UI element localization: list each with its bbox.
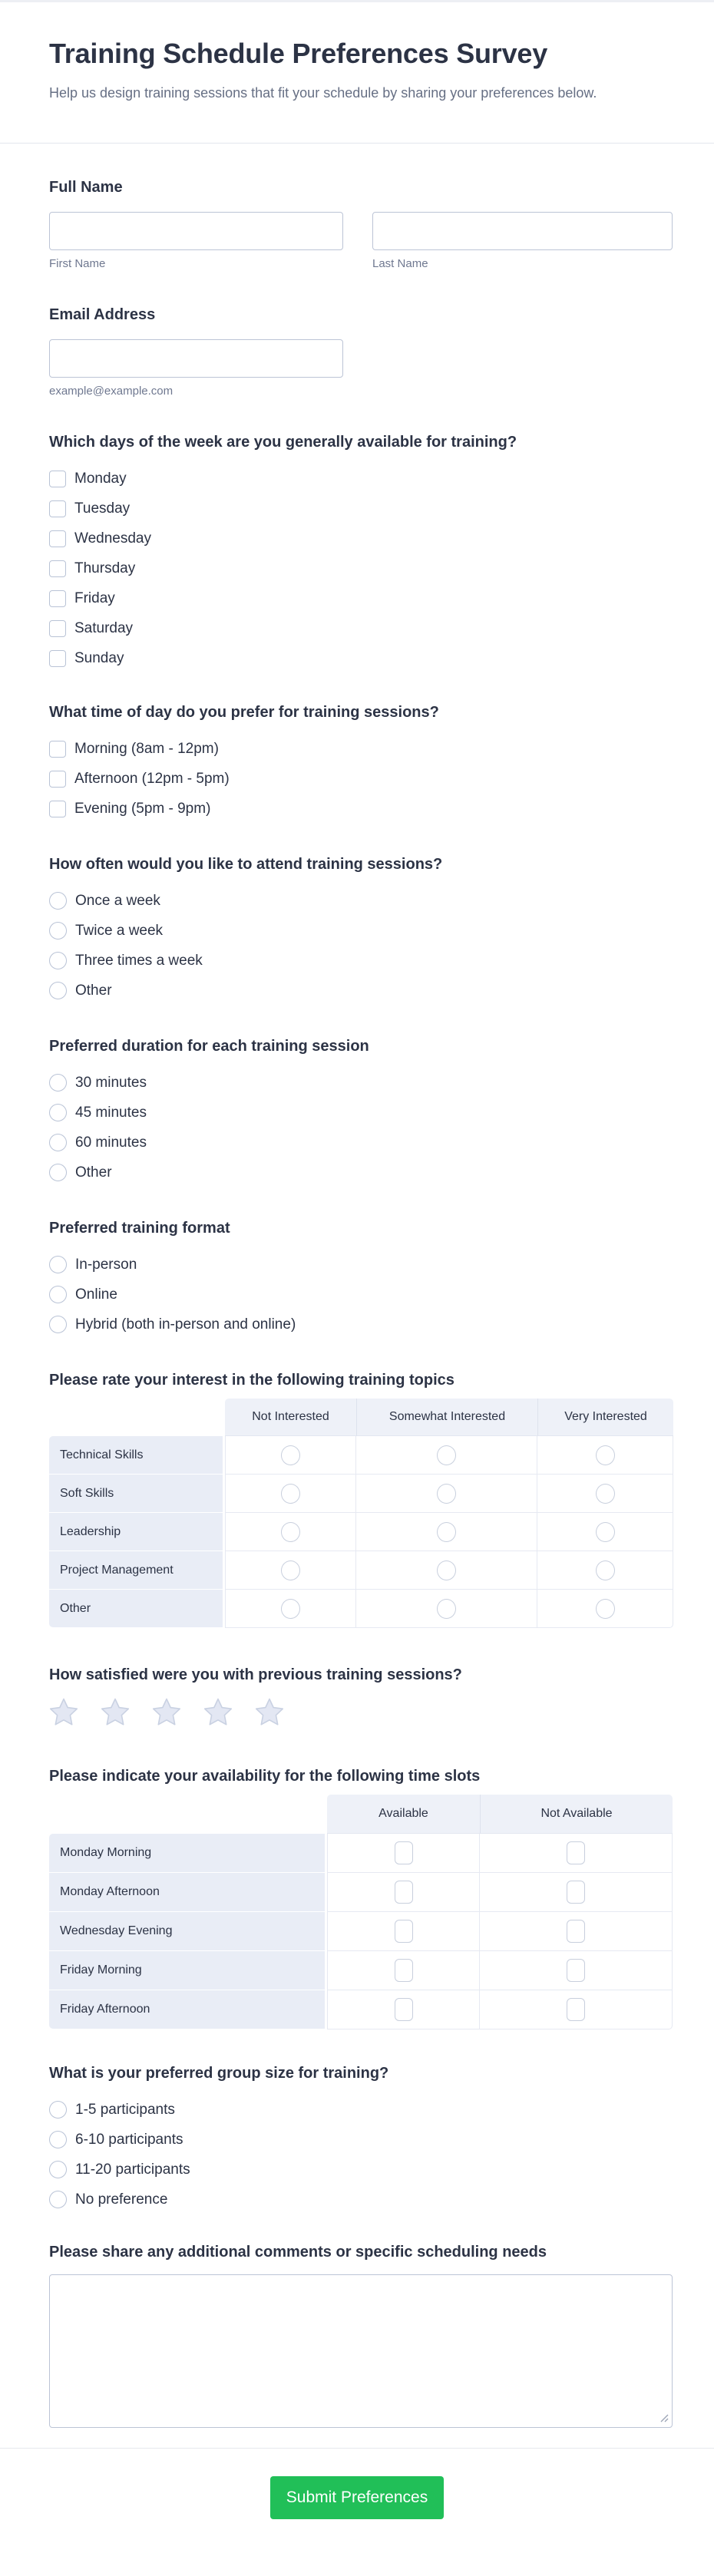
available-days-label: Which days of the week are you generally available for training? xyxy=(49,434,517,451)
field-available-days xyxy=(49,432,673,673)
checkbox-option-row[interactable] xyxy=(49,734,673,764)
radio-option-row[interactable] xyxy=(49,2095,673,2125)
duration-radio[interactable] xyxy=(49,1164,67,1181)
matrix-cell xyxy=(480,1873,673,1912)
matrix-row-label: Project Management xyxy=(49,1551,225,1590)
option-label: Twice a week xyxy=(75,922,164,939)
radio-option-row[interactable] xyxy=(49,1158,673,1187)
resize-handle-icon[interactable] xyxy=(659,2413,669,2422)
matrix-checkbox[interactable] xyxy=(567,1841,585,1864)
day-checkbox[interactable] xyxy=(49,471,66,487)
day-checkbox[interactable] xyxy=(49,500,66,517)
option-label: Thursday xyxy=(74,560,136,576)
field-comments xyxy=(49,2242,673,2428)
matrix-row-label: Technical Skills xyxy=(49,1436,225,1475)
matrix-row-label: Friday Afternoon xyxy=(49,1990,327,2029)
option-label: No preference xyxy=(75,2191,168,2208)
field-group-size xyxy=(49,2063,673,2214)
matrix-cell xyxy=(225,1436,356,1475)
field-full-name xyxy=(49,177,673,271)
day-checkbox[interactable] xyxy=(49,530,66,547)
radio-option-row[interactable] xyxy=(49,1309,673,1339)
field-format xyxy=(49,1218,673,1339)
option-label: In-person xyxy=(75,1256,137,1273)
radio-option-row[interactable] xyxy=(49,976,673,1006)
matrix-corner-cell xyxy=(49,1795,327,1834)
day-checkbox[interactable] xyxy=(49,560,66,577)
frequency-radio[interactable] xyxy=(49,952,67,969)
option-label: Other xyxy=(75,982,112,999)
matrix-radio[interactable] xyxy=(437,1599,456,1619)
matrix-column-header: Not Available xyxy=(480,1795,673,1834)
matrix-checkbox[interactable] xyxy=(395,1920,413,1943)
duration-radio[interactable] xyxy=(49,1074,67,1091)
matrix-row-label: Monday Afternoon xyxy=(49,1873,327,1912)
matrix-cell xyxy=(537,1551,673,1590)
page-subtitle: Help us design training sessions that fit your schedule by sharing your preferences below. xyxy=(49,85,597,101)
form-header xyxy=(0,2,714,144)
matrix-radio[interactable] xyxy=(281,1522,300,1542)
radio-option-row[interactable] xyxy=(49,886,673,916)
matrix-cell xyxy=(537,1436,673,1475)
option-label: 11-20 participants xyxy=(75,2161,190,2178)
interest-matrix-label: Please rate your interest in the following training topics xyxy=(49,1372,455,1389)
option-label: Saturday xyxy=(74,619,134,636)
format-radio[interactable] xyxy=(49,1256,67,1273)
matrix-checkbox[interactable] xyxy=(567,1881,585,1904)
duration-radio[interactable] xyxy=(49,1134,67,1151)
option-label: Morning (8am - 12pm) xyxy=(74,740,219,757)
option-label: Afternoon (12pm - 5pm) xyxy=(74,770,230,787)
radio-option-row[interactable] xyxy=(49,916,673,946)
radio-option-row[interactable] xyxy=(49,946,673,976)
option-label: Other xyxy=(75,1164,112,1181)
duration-label: Preferred duration for each training session xyxy=(49,1038,369,1055)
survey-form xyxy=(0,2,714,2559)
frequency-label: How often would you like to attend training sessions? xyxy=(49,856,443,873)
matrix-column-header: Not Interested xyxy=(225,1399,356,1436)
form-footer xyxy=(0,2449,714,2559)
matrix-cell xyxy=(480,1990,673,2029)
matrix-cell xyxy=(225,1551,356,1590)
matrix-row-label: Other xyxy=(49,1590,225,1627)
matrix-radio[interactable] xyxy=(437,1445,456,1465)
field-duration xyxy=(49,1036,673,1187)
option-label: Wednesday xyxy=(74,530,151,547)
matrix-cell xyxy=(537,1513,673,1551)
field-email xyxy=(49,305,673,398)
matrix-row-label: Wednesday Evening xyxy=(49,1912,327,1951)
checkbox-option-row[interactable] xyxy=(49,794,673,824)
matrix-row-label: Monday Morning xyxy=(49,1834,327,1873)
option-label: Tuesday xyxy=(74,500,131,517)
option-label: Once a week xyxy=(75,892,160,909)
duration-radio[interactable] xyxy=(49,1104,67,1121)
matrix-radio[interactable] xyxy=(437,1522,456,1542)
radio-option-row[interactable] xyxy=(49,1068,673,1098)
option-label: 60 minutes xyxy=(75,1134,147,1151)
interest-matrix-table xyxy=(49,1399,673,1628)
radio-option-row[interactable] xyxy=(49,1128,673,1158)
day-checkbox[interactable] xyxy=(49,590,66,607)
email-input[interactable] xyxy=(49,339,343,378)
option-label: Online xyxy=(75,1286,117,1303)
option-label: Evening (5pm - 9pm) xyxy=(74,800,211,817)
email-input-row xyxy=(49,339,673,378)
matrix-cell xyxy=(327,1834,480,1873)
matrix-radio[interactable] xyxy=(596,1560,615,1580)
page-title: Training Schedule Preferences Survey xyxy=(49,38,548,69)
matrix-radio[interactable] xyxy=(596,1445,615,1465)
group-size-radio[interactable] xyxy=(49,2101,67,2119)
matrix-cell xyxy=(537,1475,673,1513)
frequency-radio[interactable] xyxy=(49,892,67,910)
matrix-row-label: Friday Morning xyxy=(49,1951,327,1990)
matrix-cell xyxy=(327,1912,480,1951)
submit-button[interactable]: Submit Preferences xyxy=(270,2476,444,2519)
matrix-radio[interactable] xyxy=(281,1484,300,1504)
full-name-label: Full Name xyxy=(49,179,123,196)
option-label: Friday xyxy=(74,590,115,606)
matrix-cell xyxy=(480,1951,673,1990)
last-name-input[interactable] xyxy=(372,212,673,250)
frequency-radio[interactable] xyxy=(49,922,67,940)
matrix-cell xyxy=(537,1590,673,1628)
star-rating xyxy=(49,1698,673,1726)
field-availability-matrix xyxy=(49,1766,673,2029)
matrix-column-header: Available xyxy=(327,1795,480,1834)
matrix-checkbox[interactable] xyxy=(567,1959,585,1982)
first-name-sublabel: First Name xyxy=(49,257,106,270)
star-icon[interactable] xyxy=(255,1698,284,1726)
matrix-radio[interactable] xyxy=(596,1522,615,1542)
checkbox-option-row[interactable] xyxy=(49,464,673,494)
first-name-input[interactable] xyxy=(49,212,343,250)
full-name-sublabels xyxy=(49,257,673,271)
matrix-cell xyxy=(356,1551,537,1590)
radio-option-row[interactable] xyxy=(49,2185,673,2214)
matrix-radio[interactable] xyxy=(281,1445,300,1465)
radio-option-row[interactable] xyxy=(49,1280,673,1309)
matrix-radio[interactable] xyxy=(596,1484,615,1504)
matrix-column-header: Very Interested xyxy=(537,1399,673,1436)
availability-matrix-label: Please indicate your availability for the following time slots xyxy=(49,1768,481,1785)
matrix-radio[interactable] xyxy=(596,1599,615,1619)
matrix-checkbox[interactable] xyxy=(395,1959,413,1982)
group-size-radio[interactable] xyxy=(49,2161,67,2178)
matrix-cell xyxy=(356,1590,537,1628)
format-radio[interactable] xyxy=(49,1316,67,1333)
format-label: Preferred training format xyxy=(49,1220,230,1237)
checkbox-option-row[interactable] xyxy=(49,583,673,613)
checkbox-option-row[interactable] xyxy=(49,643,673,673)
group-size-options xyxy=(49,2095,673,2214)
time-checkbox[interactable] xyxy=(49,741,66,758)
option-label: 30 minutes xyxy=(75,1074,147,1091)
star-icon[interactable] xyxy=(101,1698,130,1726)
option-label: 6-10 participants xyxy=(75,2131,183,2148)
group-size-radio[interactable] xyxy=(49,2131,67,2148)
star-icon[interactable] xyxy=(49,1698,78,1726)
time-of-day-label: What time of day do you prefer for training sessions? xyxy=(49,704,439,721)
field-interest-matrix xyxy=(49,1370,673,1628)
option-label: Three times a week xyxy=(75,952,203,969)
frequency-options xyxy=(49,886,673,1006)
matrix-cell xyxy=(356,1475,537,1513)
availability-matrix-table xyxy=(49,1795,673,2029)
matrix-cell xyxy=(225,1590,356,1628)
matrix-cell xyxy=(225,1513,356,1551)
matrix-radio[interactable] xyxy=(281,1599,300,1619)
checkbox-option-row[interactable] xyxy=(49,523,673,553)
field-frequency xyxy=(49,854,673,1006)
matrix-checkbox[interactable] xyxy=(567,1998,585,2021)
form-body xyxy=(0,177,714,2449)
option-label: 45 minutes xyxy=(75,1104,147,1121)
format-radio[interactable] xyxy=(49,1286,67,1303)
matrix-radio[interactable] xyxy=(437,1484,456,1504)
email-label: Email Address xyxy=(49,306,156,323)
available-days-options xyxy=(49,464,673,673)
star-icon[interactable] xyxy=(152,1698,181,1726)
format-options xyxy=(49,1250,673,1339)
day-checkbox[interactable] xyxy=(49,650,66,667)
field-satisfaction xyxy=(49,1665,673,1726)
group-size-label: What is your preferred group size for training? xyxy=(49,2065,389,2082)
checkbox-option-row[interactable] xyxy=(49,553,673,583)
option-label: Sunday xyxy=(74,649,124,666)
radio-option-row[interactable] xyxy=(49,1098,673,1128)
comments-area-wrap xyxy=(49,2274,673,2428)
matrix-cell xyxy=(327,1990,480,2029)
full-name-inputs xyxy=(49,212,673,250)
checkbox-option-row[interactable] xyxy=(49,494,673,523)
frequency-radio[interactable] xyxy=(49,982,67,999)
option-label: Hybrid (both in-person and online) xyxy=(75,1316,296,1333)
matrix-radio[interactable] xyxy=(437,1560,456,1580)
matrix-cell xyxy=(327,1873,480,1912)
matrix-cell xyxy=(480,1834,673,1873)
time-checkbox[interactable] xyxy=(49,801,66,817)
matrix-checkbox[interactable] xyxy=(395,1998,413,2021)
matrix-checkbox[interactable] xyxy=(567,1920,585,1943)
email-sublabel: example@example.com xyxy=(49,385,174,398)
matrix-cell xyxy=(356,1436,537,1475)
time-checkbox[interactable] xyxy=(49,771,66,788)
duration-options xyxy=(49,1068,673,1187)
matrix-corner-cell xyxy=(49,1399,225,1436)
option-label: 1-5 participants xyxy=(75,2101,175,2118)
matrix-column-header: Somewhat Interested xyxy=(356,1399,537,1436)
matrix-checkbox[interactable] xyxy=(395,1881,413,1904)
checkbox-option-row[interactable] xyxy=(49,613,673,643)
matrix-cell xyxy=(356,1513,537,1551)
radio-option-row[interactable] xyxy=(49,2155,673,2185)
day-checkbox[interactable] xyxy=(49,620,66,637)
matrix-cell xyxy=(327,1951,480,1990)
star-icon[interactable] xyxy=(203,1698,233,1726)
checkbox-option-row[interactable] xyxy=(49,764,673,794)
option-label: Monday xyxy=(74,470,127,487)
email-sublabel-row xyxy=(49,385,673,398)
matrix-cell xyxy=(225,1475,356,1513)
radio-option-row[interactable] xyxy=(49,1250,673,1280)
matrix-row-label: Leadership xyxy=(49,1513,225,1551)
comments-textarea[interactable] xyxy=(49,2274,673,2428)
group-size-radio[interactable] xyxy=(49,2191,67,2208)
matrix-row-label: Soft Skills xyxy=(49,1475,225,1513)
matrix-cell xyxy=(480,1912,673,1951)
time-of-day-options xyxy=(49,734,673,824)
matrix-radio[interactable] xyxy=(281,1560,300,1580)
last-name-sublabel: Last Name xyxy=(372,257,428,270)
matrix-checkbox[interactable] xyxy=(395,1841,413,1864)
comments-label: Please share any additional comments or specific scheduling needs xyxy=(49,2244,547,2261)
radio-option-row[interactable] xyxy=(49,2125,673,2155)
satisfaction-label: How satisfied were you with previous training sessions? xyxy=(49,1666,462,1683)
field-time-of-day xyxy=(49,702,673,824)
